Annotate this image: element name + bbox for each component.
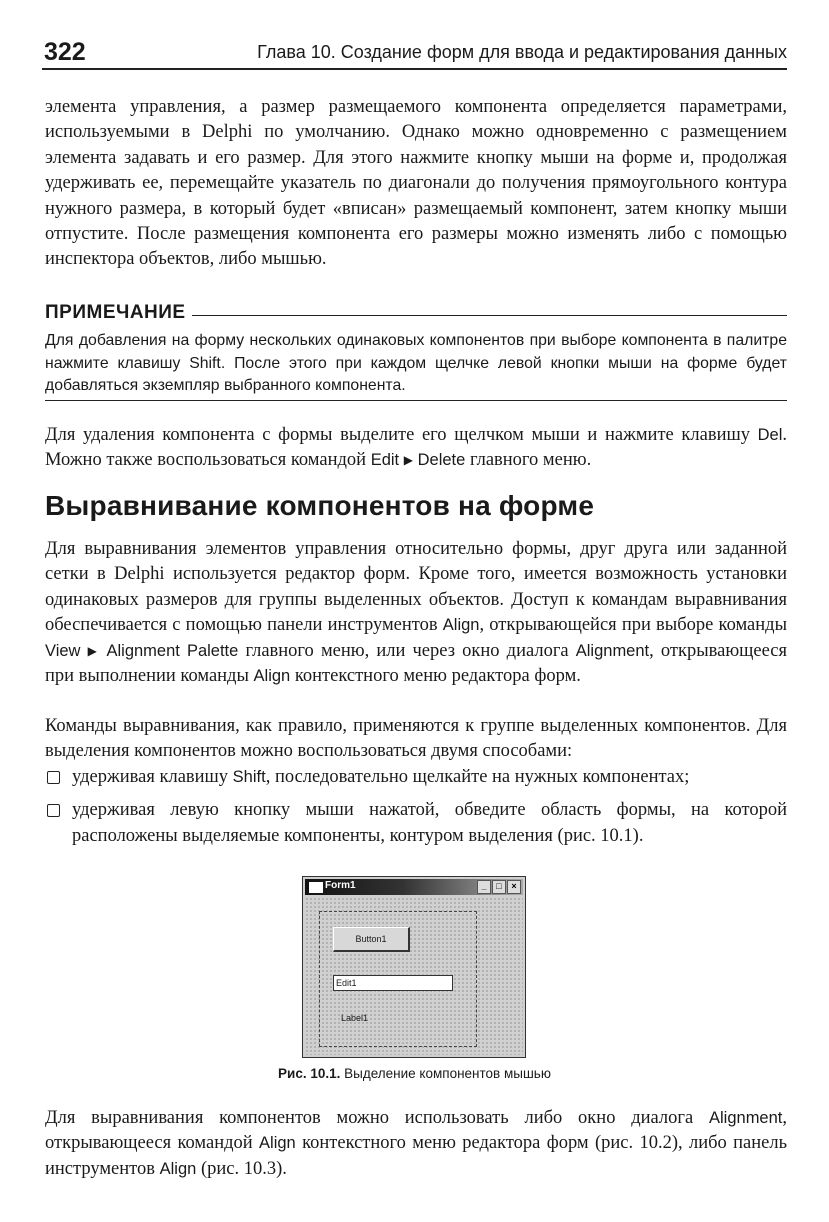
final-text-2: , открывающееся командой (45, 1108, 787, 1154)
final-paragraph (45, 1106, 787, 1182)
checkbox-bullet-icon (47, 804, 60, 817)
minimize-icon[interactable]: _ (477, 880, 491, 894)
note-bottom-rule (45, 400, 787, 401)
edit-command: Edit (370, 451, 400, 470)
delete-paragraph (45, 423, 787, 474)
edit1-component[interactable]: Edit1 (333, 975, 453, 991)
intro-paragraph: элемента управления, а размер размещаемого компонента определяется параметрами, используемыми в Delphi по умолчанию. Однако можно одновременно с размещением элемента задавать и его размер. Для этого нажмите кнопку мыши на форме и, продолжая удерживать ее, перемещайте указатель по диагонали до получения прямоугольного контура нужного размера, в который будет «вписан» размещаемый компонент, затем кнопку мыши отпустите. После размещения компонента его размеры можно изменять либо с помощью инспектора объектов, либо мышью. (45, 97, 787, 270)
selection-methods-list (45, 765, 787, 849)
align-text-2: , открывающейся при выборе команды (479, 615, 788, 636)
align-text-4: , открывающееся при выполнении команды (45, 640, 788, 687)
final-text-4: (рис. 10.3). (196, 1158, 287, 1179)
section-title: Выравнивание компонентов на форме (45, 490, 595, 521)
menu-arrow-icon: ▶ (403, 453, 413, 468)
list-item (45, 765, 787, 790)
running-head: Глава 10. Создание форм для ввода и редактирования данных (257, 42, 787, 62)
delete-text-1: Для удаления компонента с формы выделите его щелчком мыши и нажмите клавишу (45, 425, 758, 445)
final-text-3: контекстного меню редактора форм (рис. 10.2), либо панель инструментов (45, 1133, 788, 1179)
alignment-dialog-term: Alignment (709, 1109, 783, 1127)
button1-component[interactable]: Button1 (333, 927, 410, 952)
bullet-1-text-2: , последовательно щелкайте на нужных компонентах; (265, 767, 690, 787)
delete-text-2: . Можно также воспользоваться командой (45, 425, 787, 471)
form-client-area[interactable] (305, 897, 523, 1055)
caption-text: Выделение компонентов мышью (340, 1066, 551, 1081)
page-header (42, 38, 787, 70)
window-app-icon (309, 882, 323, 893)
align-text-5: контекстного меню редактора форм. (290, 666, 581, 687)
align-text-1: Для выравнивания элементов управления относительно формы, друг друга или заданной сетки в Delphi используется редактор форм. Кроме того, имеется возможность установки одинаковых размеров для группы выделенных объектов. Доступ к командам выравнивания обеспечивается с помощью панели инструментов (45, 539, 787, 636)
window-title: Form1 (325, 880, 356, 891)
window-titlebar (305, 879, 523, 895)
alignment-palette-command: Alignment Palette (106, 641, 239, 660)
align-toolbar-term: Align (442, 616, 480, 635)
del-key: Del (757, 426, 783, 444)
form-window-figure (302, 876, 526, 1058)
close-icon[interactable]: × (507, 880, 521, 894)
align-paragraph (45, 537, 787, 689)
bullet-1-text-1: удерживая клавишу (72, 767, 233, 787)
maximize-icon[interactable]: □ (492, 880, 506, 894)
page-number: 322 (44, 38, 86, 66)
delete-command: Delete (417, 451, 466, 470)
view-command: View (45, 641, 81, 660)
alignment-dialog-term: Alignment (575, 641, 650, 660)
align-text-3: главного меню, или через окно диалога (238, 640, 576, 661)
figure-caption (0, 1066, 829, 1081)
align-command-term: Align (259, 1134, 296, 1153)
bullet-2-text: удерживая левую кнопку мыши нажатой, обведите область формы, на которой расположены выделяемые компоненты, контуром выделения (рис. 10.1). (72, 800, 787, 846)
label1-component[interactable]: Label1 (341, 1013, 369, 1023)
caption-label: Рис. 10.1. (278, 1066, 341, 1081)
menu-arrow-icon: ▶ (87, 643, 100, 658)
note-title: ПРИМЕЧАНИЕ (45, 302, 192, 324)
shift-key: Shift (232, 768, 266, 786)
align-command-term: Align (253, 667, 291, 686)
list-item (45, 798, 787, 849)
window-controls (477, 880, 521, 894)
commands-paragraph: Команды выравнивания, как правило, применяются к группе выделенных компонентов. Для выделения компонентов можно воспользоваться двумя способами: (45, 716, 787, 762)
final-text-1: Для выравнивания компонентов можно использовать либо окно диалога (45, 1108, 709, 1128)
note-text: Для добавления на форму нескольких одинаковых компонентов при выборе компонента в палитре нажмите клавишу Shift. После этого при каждом щелчке левой кнопки мыши на форме будет добавляться экземпляр выбранного компонента. (45, 332, 787, 394)
align-toolbar-term: Align (159, 1159, 197, 1178)
checkbox-bullet-icon (47, 771, 60, 784)
note-box (45, 302, 787, 398)
delete-text-3: главного меню. (465, 450, 592, 471)
